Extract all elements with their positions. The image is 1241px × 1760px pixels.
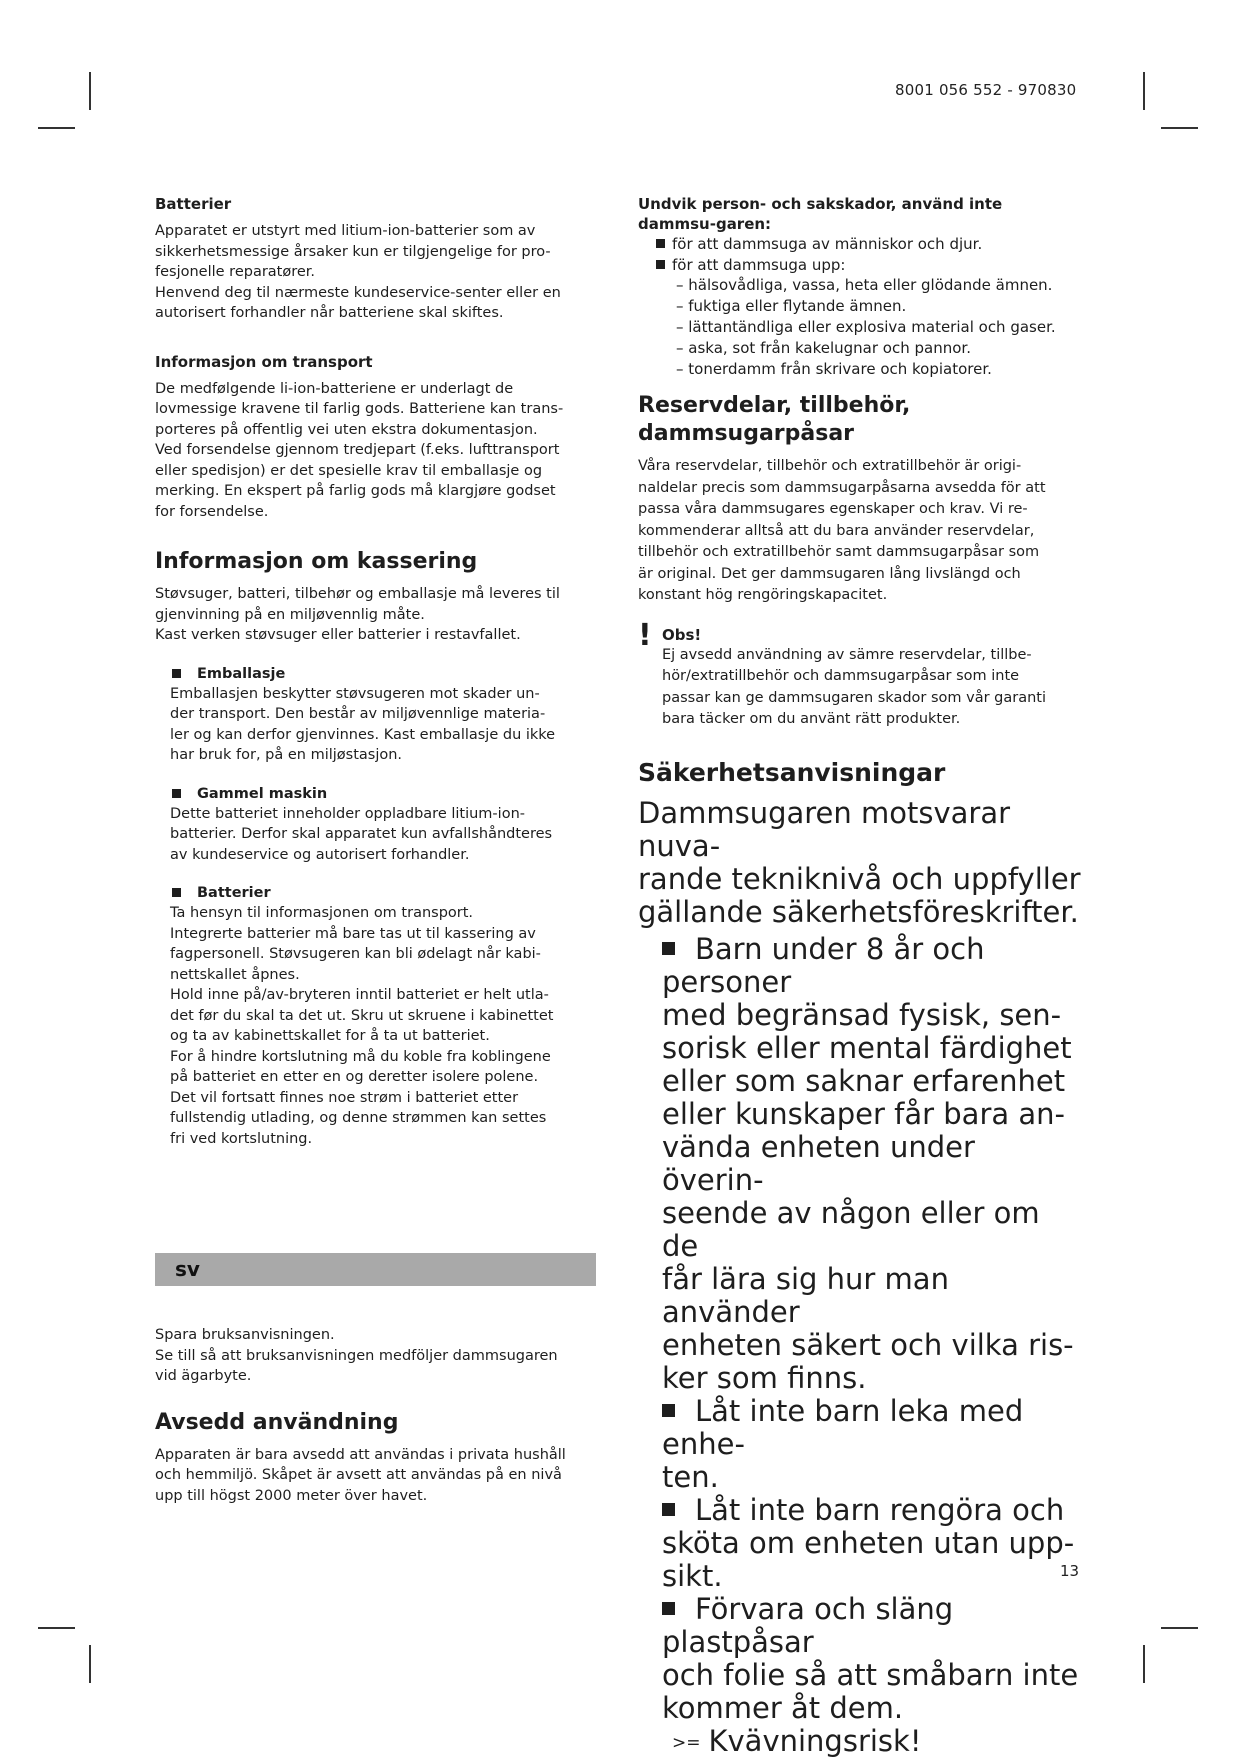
text-line: Dette batteriet inneholder oppladbare litium-ion- <box>170 805 525 822</box>
text-line: For å hindre kortslutning må du koble fra koblingene <box>170 1048 551 1065</box>
text-line: De medfølgende li-ion-batteriene er underlagt de <box>155 380 514 397</box>
arrow-symbol: >= <box>672 1732 701 1753</box>
emballasje-heading-text: Emballasje <box>197 665 286 682</box>
obs-notice <box>638 617 1085 731</box>
bullet-square-icon <box>662 1602 675 1615</box>
text-line: Spara bruksanvisningen. <box>155 1327 335 1343</box>
bullet-square-icon <box>662 1404 675 1417</box>
gammel-maskin-text <box>155 804 600 866</box>
reservdelar-heading: Reservdelar, tillbehör, dammsugarpåsar <box>638 393 911 446</box>
batterier-heading: Batterier <box>155 195 232 213</box>
text-line: der transport. Den består av miljøvennlige materia- <box>170 706 546 722</box>
left-column <box>155 194 600 1149</box>
undvik-list <box>638 234 1085 275</box>
text-line: porteres på offentlig vei uten ekstra dokumentasjon. <box>155 421 538 438</box>
text-line: autorisert forhandler når batteriene skal skiftes. <box>155 305 504 321</box>
batterier-disposal-text <box>155 903 600 1149</box>
crop-mark-top-left-horizontal <box>38 127 75 129</box>
document-number: 8001 056 552 - 970830 <box>895 81 1077 99</box>
sakerhet-item <box>638 1395 1085 1494</box>
text-line: med begränsad fysisk, sen- <box>662 997 1062 1032</box>
obs-label: Obs! <box>662 625 702 644</box>
text-line: Det vil fortsatt finnes noe strøm i batteriet etter <box>170 1089 519 1106</box>
crop-mark-bottom-left-vertical <box>89 1645 91 1683</box>
bullet-square-icon <box>656 260 665 269</box>
transport-text <box>155 379 600 523</box>
text-line: Se till så att bruksanvisningen medföljer dammsugaren <box>155 1347 558 1364</box>
crop-mark-bottom-right-vertical <box>1143 1645 1145 1683</box>
text-line: kommenderar alltså att du bara använder reservdelar, <box>638 522 1035 539</box>
text-line: Låt inte barn leka med enhe- <box>662 1393 1024 1461</box>
reservdelar-text <box>638 456 1085 607</box>
text-line: Emballasjen beskytter støvsugeren mot skader un- <box>170 685 540 702</box>
text-line: sikkerhetsmessige årsaker kun er tilgjengelige for pro- <box>155 243 551 260</box>
text-line: Dammsugaren motsvarar nuva- <box>638 795 1011 863</box>
text-line: Integrerte batterier må bare tas ut til kassering av <box>170 925 536 942</box>
text-line: Støvsuger, batteri, tilbehør og emballasje må leveres til <box>155 586 560 602</box>
undvik-subitem: – fuktiga eller flytande ämnen. <box>676 297 907 315</box>
text-line: tillbehör och extratillbehör samt dammsugarpåsar som <box>638 544 1040 560</box>
text-line: Kast verken støvsuger eller batterier i restavfallet. <box>155 627 521 643</box>
text-line: Henvend deg til nærmeste kundeservice-senter eller en <box>155 284 561 301</box>
text-line: Apparaten är bara avsedd att användas i privata hushåll <box>155 1446 566 1463</box>
sakerhet-item <box>638 933 1085 1395</box>
text-line: ker som finns. <box>662 1360 867 1395</box>
sakerhet-intro <box>638 797 1085 929</box>
text-line: ten. <box>662 1459 719 1494</box>
text-line: enheten säkert och vilka ris- <box>662 1327 1074 1362</box>
text-line: fri ved kortslutning. <box>170 1130 313 1147</box>
text-line: och hemmiljö. Skåpet är avsett att användas på en nivå <box>155 1467 562 1483</box>
text-line: gjenvinning på en miljøvennlig måte. <box>155 606 425 623</box>
text-line: sikt. <box>662 1558 723 1593</box>
undvik-item: för att dammsuga av människor och djur. <box>638 234 1085 255</box>
undvik-heading: Undvik person- och sakskador, använd inte dammsu-garen: <box>638 195 1003 233</box>
text-line: sorisk eller mental färdighet <box>662 1030 1072 1065</box>
gammel-maskin-heading-text: Gammel maskin <box>197 785 328 802</box>
text-line: passar kan ge dammsugaren skador som vår garanti <box>662 689 1047 706</box>
left-column-sv <box>155 1325 600 1506</box>
sakerhet-heading: Säkerhetsanvisningar <box>638 757 946 787</box>
text-line: gällande säkerhetsföreskrifter. <box>638 894 1079 929</box>
bullet-square-icon <box>172 789 181 798</box>
text-line: sköta om enheten utan upp- <box>662 1525 1075 1560</box>
kassering-text <box>155 584 600 646</box>
text-line: fullstendig utlading, og denne strømmen kan settes <box>170 1110 547 1126</box>
bullet-square-icon <box>662 1503 675 1516</box>
undvik-subitem: – aska, sot från kakelugnar och pannor. <box>676 339 971 357</box>
crop-mark-bottom-left-horizontal <box>38 1627 75 1629</box>
bullet-square-icon <box>172 888 181 897</box>
text-line: rande tekniknivå och uppfyller <box>638 861 1081 896</box>
page-number: 13 <box>1060 1562 1080 1580</box>
text-line: får lära sig hur man använder <box>662 1261 949 1329</box>
text-line: eller som saknar erfarenhet <box>662 1063 1066 1098</box>
text-line: är original. Det ger dammsugaren lång livslängd och <box>638 565 1021 582</box>
text-line: fesjonelle reparatører. <box>155 264 316 280</box>
text-line: Ej avsedd användning av sämre reservdelar, tillbe- <box>662 646 1032 663</box>
text-line: vid ägarbyte. <box>155 1368 252 1384</box>
avsedd-heading: Avsedd användning <box>155 1409 399 1435</box>
text-line: har bruk for, på en miljøstasjon. <box>170 747 403 763</box>
undvik-item: för att dammsuga upp: <box>638 255 1085 276</box>
text-line: det før du skal ta det ut. Skru ut skruene i kabinettet <box>170 1007 554 1024</box>
text-line: vända enheten under överin- <box>662 1129 975 1197</box>
undvik-subitem: – tonerdamm från skrivare och kopiatorer. <box>676 360 992 378</box>
bullet-square-icon <box>662 942 675 955</box>
crop-mark-top-right-horizontal <box>1161 127 1198 129</box>
text-line: Ved forsendelse gjennom tredjepart (f.eks. lufttransport <box>155 442 560 458</box>
text-line: passa våra dammsugares egenskaper och krav. Vi re- <box>638 501 1028 517</box>
text-line: eller kunskaper får bara an- <box>662 1096 1065 1131</box>
obs-text <box>662 645 1085 731</box>
text-line: upp till högst 2000 meter över havet. <box>155 1487 428 1504</box>
transport-heading: Informasjon om transport <box>155 352 373 371</box>
text-line: for forsendelse. <box>155 503 269 520</box>
text-line: Förvara och släng plastpåsar <box>662 1591 954 1659</box>
text-line: bara täcker om du använt rätt produkter. <box>662 711 961 727</box>
undvik-sublist <box>638 275 1085 380</box>
text-line: av kundeservice og autorisert forhandler. <box>170 846 470 863</box>
text-line: naldelar precis som dammsugarpåsarna avsedda för att <box>638 479 1046 496</box>
text-line: konstant hög rengöringskapacitet. <box>638 587 888 603</box>
right-column <box>638 194 1085 1760</box>
text-line: Våra reservdelar, tillbehör och extratillbehör är origi- <box>638 458 1022 474</box>
sakerhet-item <box>638 1593 1085 1725</box>
kassering-heading: Informasjon om kassering <box>155 549 478 574</box>
crop-mark-bottom-right-horizontal <box>1161 1627 1198 1629</box>
emballasje-text <box>155 684 600 766</box>
bullet-square-icon <box>656 239 665 248</box>
suffocation-warning <box>638 1725 1085 1760</box>
text-line: hör/extratillbehör och dammsugarpåsar som inte <box>662 668 1020 684</box>
text-line: eller spedisjon) er det spesielle krav til emballasje og <box>155 462 543 479</box>
text-line: Apparatet er utstyrt med litium-ion-batterier som av <box>155 223 536 239</box>
bullet-square-icon <box>172 669 181 678</box>
sakerhet-list <box>638 933 1085 1725</box>
sakerhet-item <box>638 1494 1085 1593</box>
text-line: merking. En ekspert på farlig gods må klargjøre godset <box>155 483 556 499</box>
crop-mark-top-right-vertical <box>1143 72 1145 110</box>
undvik-subitem: – hälsovådliga, vassa, heta eller glödande ämnen. <box>676 276 1053 294</box>
text-line: ler og kan derfor gjenvinnes. Kast emballasje du ikke <box>170 726 556 743</box>
warning-exclamation-icon: ! <box>638 617 652 653</box>
text-line: seende av någon eller om de <box>662 1195 1040 1263</box>
batterier-disposal-heading <box>155 883 600 903</box>
text-line: batterier. Derfor skal apparatet kun avfallshåndteres <box>170 826 553 842</box>
text-line: nettskallet åpnes. <box>170 966 300 983</box>
emballasje-heading <box>155 664 600 684</box>
language-bar-sv: sv <box>155 1253 596 1286</box>
text-line: på batteriet en etter en og deretter isolere polene. <box>170 1069 539 1085</box>
text-line: Ta hensyn til informasjonen om transport. <box>170 905 474 921</box>
text-line: lovmessige kravene til farlig gods. Batteriene kan trans- <box>155 401 564 417</box>
text-line: och folie så att småbarn inte <box>662 1657 1079 1692</box>
suffocation-warning-text: Kvävningsrisk! <box>708 1723 922 1758</box>
text-line: Barn under 8 år och personer <box>662 931 985 999</box>
undvik-subitem: – lättantändliga eller explosiva material och gaser. <box>676 318 1056 336</box>
spara-text <box>155 1325 600 1387</box>
gammel-maskin-heading <box>155 784 600 804</box>
batterier-text <box>155 221 600 324</box>
text-line: Hold inne på/av-bryteren inntil batteriet er helt utla- <box>170 987 549 1003</box>
avsedd-text <box>155 1445 600 1507</box>
text-line: fagpersonell. Støvsugeren kan bli ødelagt når kabi- <box>170 946 541 962</box>
crop-mark-top-left-vertical <box>89 72 91 110</box>
batterier-disposal-heading-text: Batterier <box>197 885 271 901</box>
text-line: Låt inte barn rengöra och <box>695 1492 1065 1527</box>
text-line: og ta av kabinettskallet for å ta ut batteriet. <box>170 1028 490 1044</box>
text-line: kommer åt dem. <box>662 1690 904 1725</box>
